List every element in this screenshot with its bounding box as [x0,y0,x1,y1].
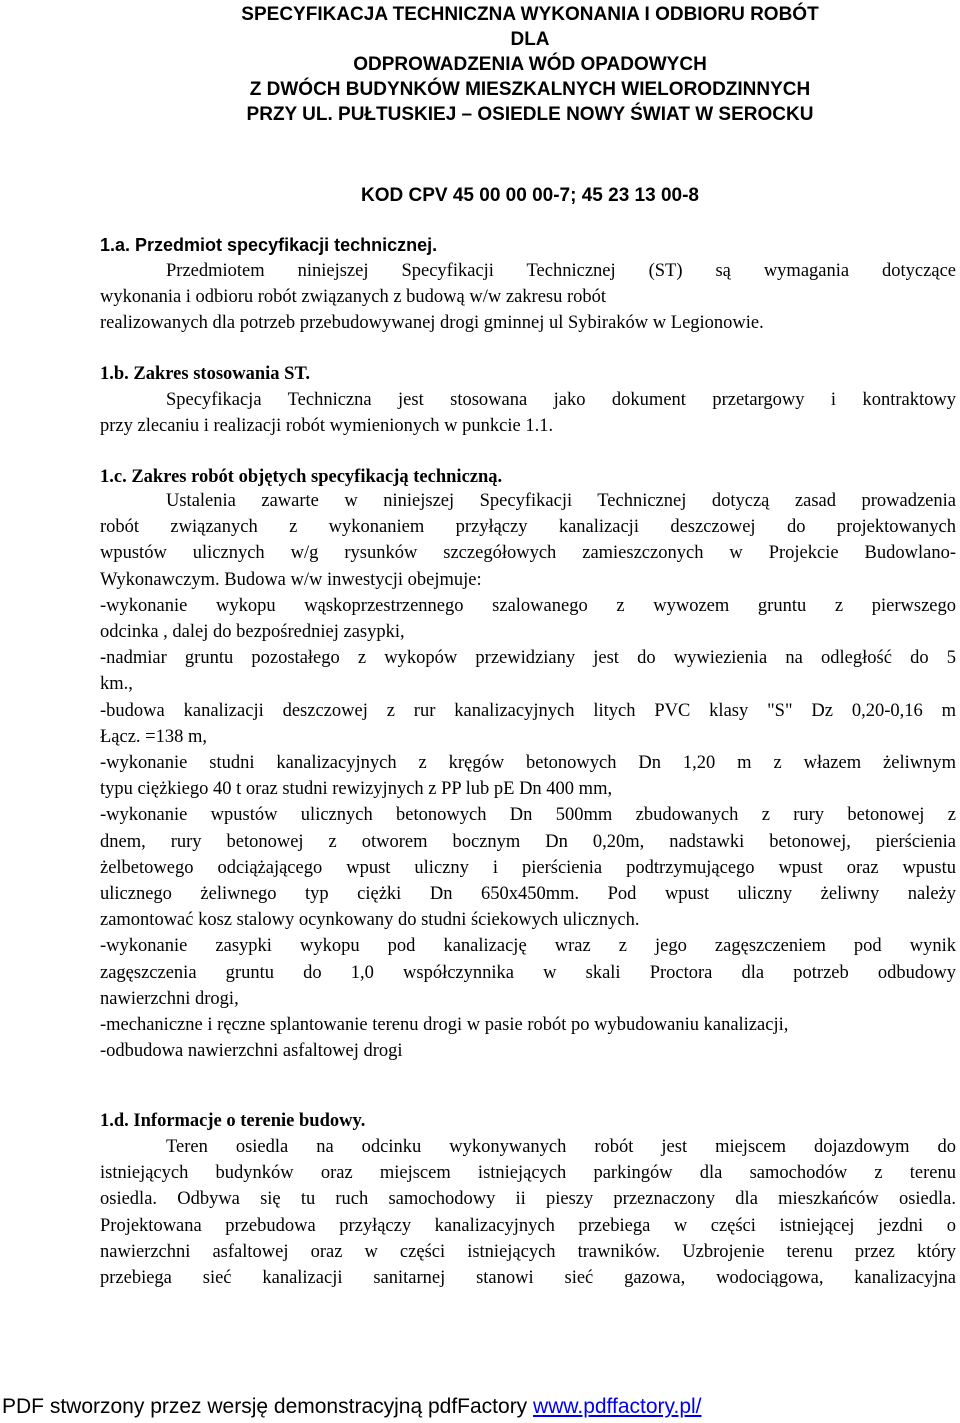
section-c-line: Łącz. =138 m, [100,726,208,747]
section-c-line: -budowa kanalizacji deszczowej z rur kanalizacyjnych litych PVC klasy "S" Dz 0,20-0,16 m [100,700,956,721]
section-a-line: Przedmiotem niniejszej Specyfikacji Technicznej (ST) są wymagania dotyczące [166,261,956,281]
section-a-line: realizowanych dla potrzeb przebudowywanej drogi gminnej ul Sybiraków w Legionowie. [100,313,764,334]
section-a-text [100,258,956,337]
section-c-line: -nadmiar gruntu pozostałego z wykopów przewidziany jest do wywiezienia na odległość do 5 [100,648,956,669]
section-c-line: Ustalenia zawarte w niniejszej Specyfikacji Technicznej dotyczą zasad prowadzenia [166,491,956,511]
section-c-line: -odbudowa nawierzchni asfaltowej drogi [100,1041,403,1062]
section-d-text [100,1134,956,1291]
section-a-heading: 1.a. Przedmiot specyfikacji technicznej. [100,235,438,255]
section-c-line: -mechaniczne i ręczne splantowanie terenu drogi w pasie robót po wybudowaniu kanalizacji, [100,1015,789,1036]
title-line-2: DLA [510,29,550,50]
section-c-line: nawierzchni drogi, [100,988,239,1009]
title-line-5: PRZY UL. PUŁTUSKIEJ – OSIEDLE NOWY ŚWIAT W SEROCKU [246,104,814,125]
section-c-line: zamontować kosz stalowy ocynkowany do studni ściekowych ulicznych. [100,910,640,931]
section-d-heading: 1.d. Informacje o terenie budowy. [100,1111,366,1131]
cpv-code: KOD CPV 45 00 00 00-7; 45 23 13 00-8 [361,185,699,206]
section-b-line: przy zlecaniu i realizacji robót wymienionych w punkcie 1.1. [100,416,554,437]
title-line-3: ODPROWADZENIA WÓD OPADOWYCH [353,54,707,75]
section-d-line: istniejących budynków oraz miejscem istniejących parkingów dla samochodów z terenu [100,1163,956,1184]
section-a-line: wykonania i odbioru robót związanych z budową w/w zakresu robót [100,287,607,308]
section-d-line: Projektowana przebudowa przyłączy kanalizacyjnych przebiega w części istniejącej jezdni o [100,1215,956,1236]
section-c-line: zagęszczenia gruntu do 1,0 współczynnika w skali Proctora dla potrzeb odbudowy [100,962,956,983]
footer-text: PDF stworzony przez wersję demonstracyjną pdfFactory [2,1395,534,1418]
section-c-line: żelbetowego odciążającego wpust uliczny i pierścienia podtrzymującego wpust oraz wpustu [100,857,956,878]
section-c-line: ulicznego żeliwnego typ ciężki Dn 650x450mm. Pod wpust uliczny żeliwny należy [100,884,956,905]
section-c-line: -wykonanie wpustów ulicznych betonowych Dn 500mm zbudowanych z rury betonowej z [100,805,956,826]
section-d-line: Teren osiedla na odcinku wykonywanych robót jest miejscem dojazdowym do [166,1137,956,1157]
section-c-line: -wykonanie wykopu wąskoprzestrzennego szalowanego z wywozem gruntu z pierwszego [100,595,956,616]
section-c-line: -wykonanie studni kanalizacyjnych z kręgów betonowych Dn 1,20 m z włazem żeliwnym [100,753,956,774]
section-b-text [100,387,956,439]
section-d-line: nawierzchni asfaltowej oraz w części istniejących trawników. Uzbrojenie terenu przez który [100,1241,956,1262]
title-line-4: Z DWÓCH BUDYNKÓW MIESZKALNYCH WIELORODZINNYCH [249,79,811,100]
section-d-line: przebiega sieć kanalizacji sanitarnej stanowi sieć gazowa, wodociągowa, kanalizacyjna [100,1268,956,1289]
section-d-line: osiedla. Odbywa się tu ruch samochodowy ii pieszy przeznaczony dla mieszkańców osiedla. [100,1189,956,1210]
section-c-line: Wykonawczym. Budowa w/w inwestycji obejmuje: [100,569,482,590]
section-c-line: -wykonanie zasypki wykopu pod kanalizację wraz z jego zagęszczeniem pod wynik [100,936,956,957]
footer-link[interactable]: www.pdffactory.pl/ [533,1395,702,1418]
section-b-line: Specyfikacja Techniczna jest stosowana jako dokument przetargowy i kontraktowy [166,390,956,410]
section-b-heading: 1.b. Zakres stosowania ST. [100,364,311,384]
section-c-line: typu ciężkiego 40 t oraz studni rewizyjnych z PP lub pE Dn 400 mm, [100,779,613,800]
section-c-line: robót związanych z wykonaniem przyłączy kanalizacji deszczowej do projektowanych [100,517,956,538]
document-title [100,2,960,127]
section-c-heading: 1.c. Zakres robót objętych specyfikacją techniczną. [100,467,503,487]
section-c-line: wpustów ulicznych w/g rysunków szczegółowych zamieszczonych w Projekcie Budowlano- [100,543,956,564]
pdf-watermark-footer [2,1394,702,1420]
title-line-1: SPECYFIKACJA TECHNICZNA WYKONANIA I ODBIORU ROBÓT [241,4,819,25]
section-c-line: odcinka , dalej do bezpośredniej zasypki, [100,622,405,643]
section-c-text [100,488,956,1064]
section-c-line: dnem, rury betonowej z otworem bocznym Dn 0,20m, nadstawki betonowej, pierścienia [100,831,956,852]
section-c-line: km., [100,674,133,695]
